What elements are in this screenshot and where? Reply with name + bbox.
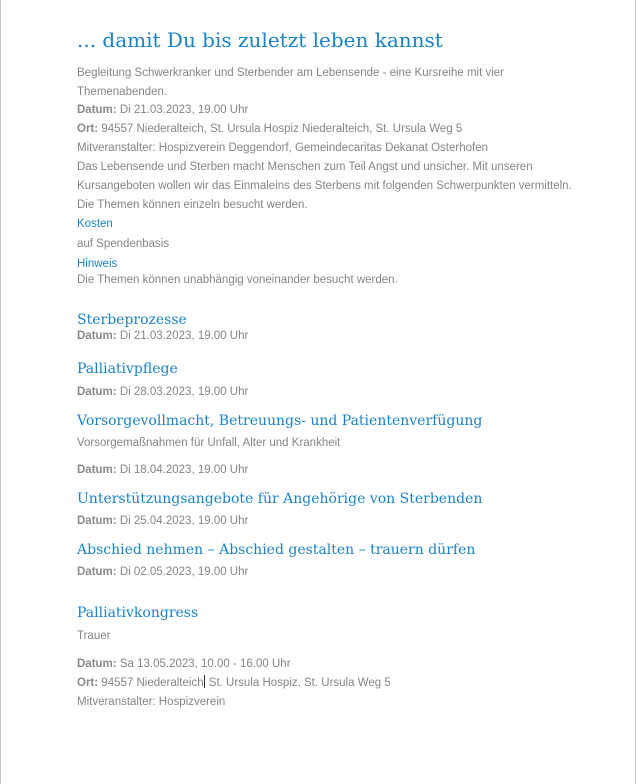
event-date [77, 383, 577, 402]
location-value-part1: 94557 Niederalteich [101, 677, 204, 689]
event-title: Sterbeprozesse [77, 312, 187, 328]
event-title: Abschied nehmen – Abschied gestalten – trauern dürfen [77, 542, 476, 558]
costs-heading: Kosten [77, 218, 113, 230]
date-value: Di 21.03.2023, 19.00 Uhr [119, 330, 249, 342]
event-title: Palliativpflege [77, 361, 178, 377]
date-value: Sa 13.05.2023, 10.00 - 16.00 Uhr [119, 658, 291, 670]
congress-title: Palliativkongress [77, 605, 199, 621]
date-value: Di 02.05.2023, 19.00 Uhr [119, 566, 249, 578]
location-value: 94557 Niederalteich, St. Ursula Hospiz Niederalteich, St. Ursula Weg 5 [101, 123, 463, 135]
course-themes-note: Die Themen können einzeln besucht werden. [77, 199, 308, 211]
congress-co-organizer: Mitveranstalter: Hospizverein [77, 696, 226, 708]
date-label: Datum: [77, 330, 117, 342]
course-co-organizer: Mitveranstalter: Hospizverein Deggendorf, Gemeindecaritas Dekanat Osterhofen [77, 142, 489, 154]
date-label: Datum: [77, 515, 117, 527]
congress-date [77, 655, 577, 674]
costs-value: auf Spendenbasis [77, 238, 170, 250]
note-heading: Hinweis [77, 258, 118, 270]
date-label: Datum: [77, 386, 117, 398]
date-value: Di 28.03.2023, 19.00 Uhr [119, 386, 249, 398]
text-cursor [204, 675, 205, 688]
congress-location [77, 674, 577, 693]
date-value: Di 25.04.2023, 19.00 Uhr [119, 515, 249, 527]
date-label: Datum: [77, 104, 117, 116]
event-date [77, 512, 577, 531]
page-title: ... damit Du bis zuletzt leben kannst [77, 28, 443, 52]
event-item [77, 311, 577, 343]
date-value: Di 18.04.2023, 19.00 Uhr [119, 464, 249, 476]
course-date [77, 101, 577, 120]
location-label: Ort: [77, 123, 99, 135]
course-description: Begleitung Schwerkranker und Sterbender am Lebensende - eine Kursreihe mit vier Themenabenden. [77, 67, 505, 98]
event-item [77, 490, 577, 531]
date-value: Di 21.03.2023, 19.00 Uhr [119, 104, 249, 116]
event-item [77, 412, 577, 480]
date-label: Datum: [77, 658, 117, 670]
event-title: Unterstützungsangebote für Angehörige von Sterbenden [77, 491, 483, 507]
event-date [77, 329, 577, 343]
course-location [77, 120, 577, 139]
congress-item [77, 604, 577, 712]
date-label: Datum: [77, 464, 117, 476]
document-content [77, 26, 577, 712]
note-value: Die Themen können unabhängig voneinander besucht werden. [77, 274, 398, 286]
event-date [77, 461, 577, 480]
event-title: Vorsorgevollmacht, Betreuungs- und Patientenverfügung [77, 413, 483, 429]
event-item [77, 360, 577, 402]
location-label: Ort: [77, 677, 99, 689]
course-body: Das Lebensende und Sterben macht Menschen zum Teil Angst und unsicher. Mit unseren Kursangeboten wollen wir das Einmaleins des Sterbens mit folgenden Schwerpunkten vermitteln. [77, 161, 572, 192]
event-subtitle: Vorsorgemaßnahmen für Unfall, Alter und Krankheit [77, 437, 341, 449]
location-value-part2: St. Ursula Hospiz, St. Ursula Weg 5 [205, 677, 391, 689]
event-date [77, 563, 577, 582]
date-label: Datum: [77, 566, 117, 578]
event-item [77, 541, 577, 582]
congress-subtitle: Trauer [77, 630, 111, 642]
